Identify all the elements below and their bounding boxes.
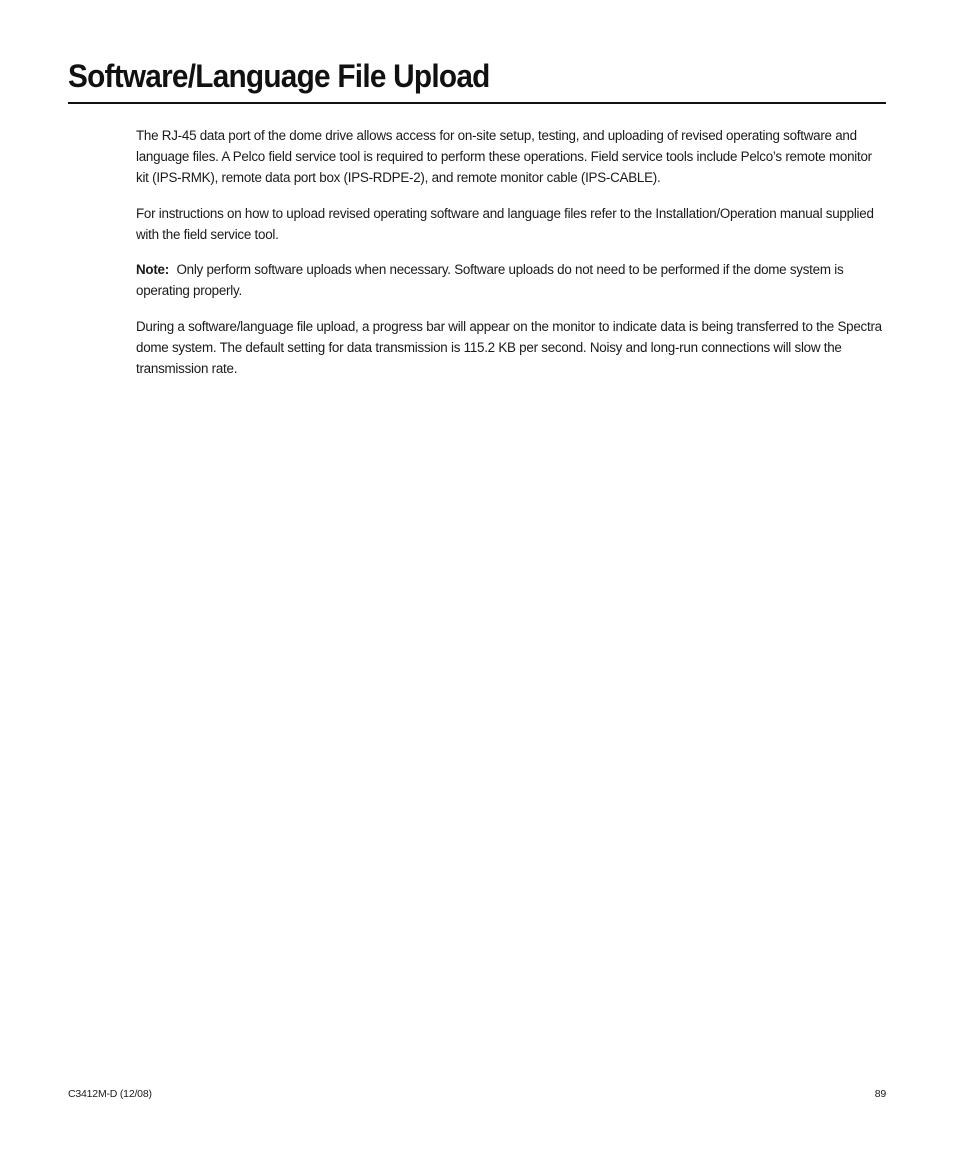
page-title: Software/Language File Upload [68,58,490,94]
paragraph-progress: During a software/language file upload, a progress bar will appear on the monitor to indicate data is being transferred to the Spectra dome system. The default setting for data transmission is 115.2 KB per second. Noisy and long-run connections will slow the transmission rate. [136,318,882,376]
paragraph-instructions: For instructions on how to upload revised operating software and language files refer to the Installation/Operation manual supplied with the field service tool. [136,205,874,242]
paragraph-data-port: The RJ-45 data port of the dome drive allows access for on-site setup, testing, and uploading of revised operating software and language files. A Pelco field service tool is required to perform these operations. Field service tools include Pelco’s remote monitor kit (IPS-RMK), remote data port box (IPS-RDPE-2), and remote monitor cable (IPS-CABLE). [136,128,872,185]
note-text: Only perform software uploads when necessary. Software uploads do not need to be performed if the dome system is operating properly. [136,262,844,298]
note-paragraph [136,259,886,301]
footer-page-number: 89 [874,1088,886,1100]
title-divider [68,102,886,104]
footer-doc-id: C3412M-D (12/08) [68,1088,152,1100]
body-content [136,125,886,393]
note-label: Note: [136,262,169,277]
